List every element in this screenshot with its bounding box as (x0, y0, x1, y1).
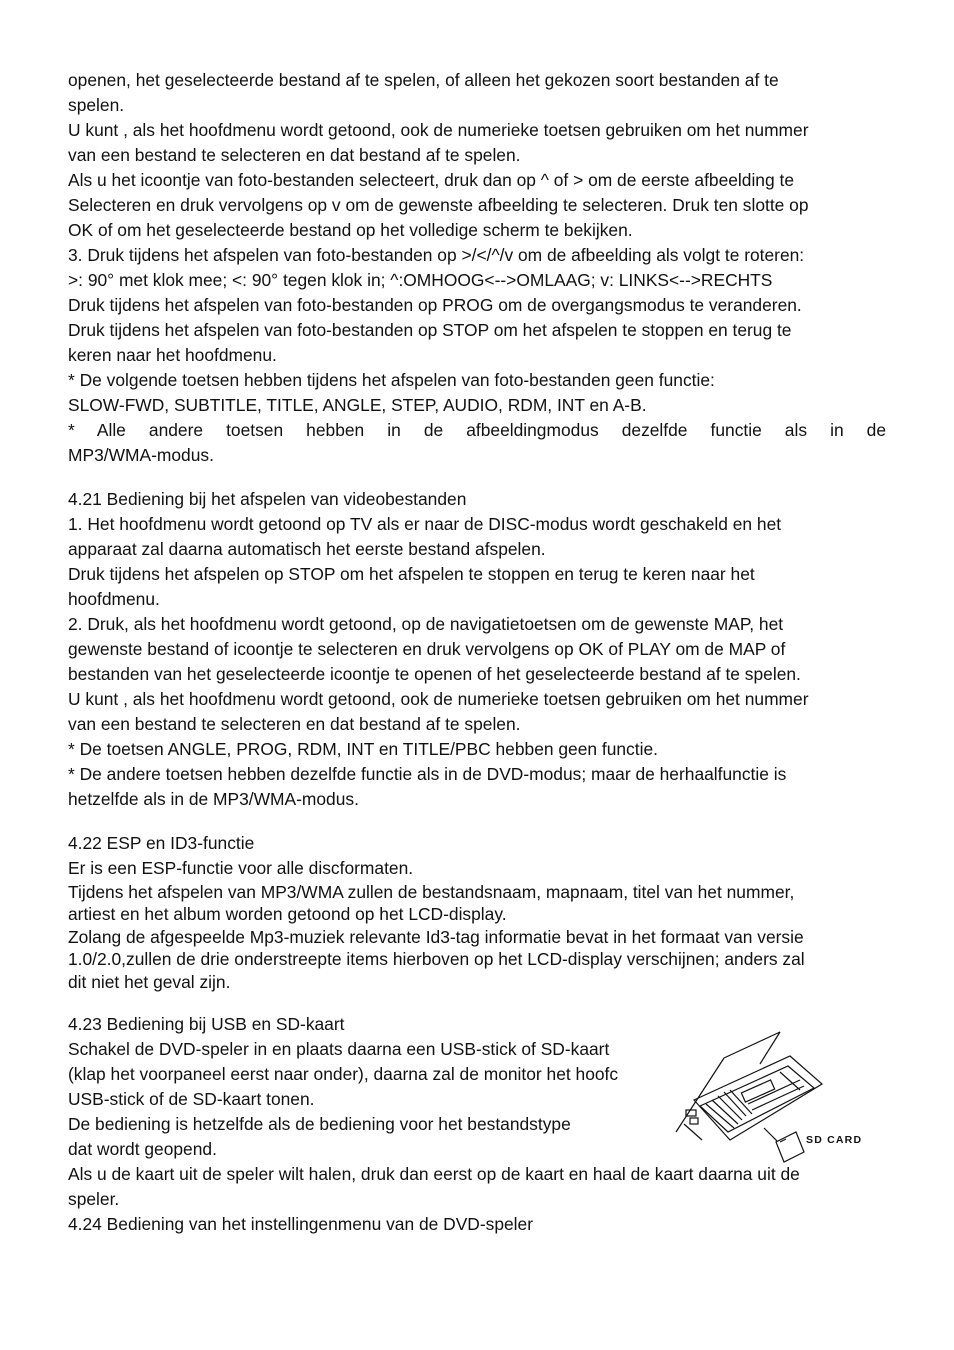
text-line: bestanden van het geselecteerde icoontje te openen of het geselecteerde bestand af te spelen. (68, 664, 801, 684)
text-line: Druk tijdens het afspelen van foto-bestanden op PROG om de overgangsmodus te veranderen. (68, 295, 802, 315)
text-line: Druk tijdens het afspelen van foto-bestanden op STOP om het afspelen te stoppen en terug te (68, 320, 792, 340)
text-line: * Alle andere toetsen hebben in de afbeeldingmodus dezelfde functie als in de (68, 420, 886, 440)
text-line: * De volgende toetsen hebben tijdens het afspelen van foto-bestanden geen functie: (68, 370, 715, 390)
text-line: Selecteren en druk vervolgens op v om de gewenste afbeelding te selecteren. Druk ten slotte op (68, 195, 809, 215)
text-line: MP3/WMA-modus. (68, 445, 214, 465)
section-heading: 4.24 Bediening van het instellingenmenu van de DVD-speler (68, 1214, 534, 1235)
text-line: >: 90° met klok mee; <: 90° tegen klok in; ^:OMHOOG<-->OMLAAG; v: LINKS<-->RECHTS (68, 270, 773, 290)
text-line: Als u de kaart uit de speler wilt halen, druk dan eerst op de kaart en haal de kaart daarna uit de (68, 1164, 800, 1185)
text-line: Zolang de afgespeelde Mp3-muziek relevante Id3-tag informatie bevat in het formaat van versie (68, 926, 804, 947)
text-line: speler. (68, 1189, 120, 1210)
text-line: Als u het icoontje van foto-bestanden selecteert, druk dan op ^ of > om de eerste afbeelding te (68, 170, 794, 190)
text-line: * De andere toetsen hebben dezelfde functie als in de DVD-modus; maar de herhaalfunctie is (68, 764, 787, 784)
section-heading: 4.23 Bediening bij USB en SD-kaart (68, 1014, 345, 1035)
text-line: apparaat zal daarna automatisch het eerste bestand afspelen. (68, 539, 546, 559)
sd-card-illustration (672, 1028, 872, 1168)
esp-id3-section (68, 831, 886, 993)
text-line: dat wordt geopend. (68, 1139, 217, 1160)
text-line: 2. Druk, als het hoofdmenu wordt getoond, op de navigatietoetsen om de gewenste MAP, het (68, 614, 784, 634)
text-line: SLOW-FWD, SUBTITLE, TITLE, ANGLE, STEP, AUDIO, RDM, INT en A-B. (68, 395, 647, 415)
text-line: Schakel de DVD-speler in en plaats daarna een USB-stick of SD-kaart (68, 1039, 610, 1060)
text-line: 3. Druk tijdens het afspelen van foto-bestanden op >/</^/v om de afbeelding als volgt te roteren: (68, 245, 805, 265)
text-line: 1.0/2.0,zullen de drie onderstreepte items hierboven op het LCD-display verschijnen; anders zal (68, 949, 805, 970)
text-line: U kunt , als het hoofdmenu wordt getoond, ook de numerieke toetsen gebruiken om het nummer (68, 689, 809, 709)
text-line: U kunt , als het hoofdmenu wordt getoond, ook de numerieke toetsen gebruiken om het nummer (68, 120, 809, 140)
text-line: openen, het geselecteerde bestand af te spelen, of alleen het gekozen soort bestanden af te (68, 70, 779, 90)
photo-playback-section (68, 68, 886, 468)
text-line: De bediening is hetzelfde als de bediening voor het bestandstype (68, 1114, 571, 1135)
text-line: 1. Het hoofdmenu wordt getoond op TV als er naar de DISC-modus wordt geschakeld en het (68, 514, 782, 534)
text-line: van een bestand te selecteren en dat bestand af te spelen. (68, 714, 521, 734)
section-heading: 4.22 ESP en ID3-functie (68, 833, 255, 853)
text-line: spelen. (68, 95, 125, 115)
text-line: Druk tijdens het afspelen op STOP om het afspelen te stoppen en terug te keren naar het (68, 564, 755, 584)
text-line: (klap het voorpaneel eerst naar onder), daarna zal de monitor het hoofc (68, 1064, 619, 1085)
text-line: dit niet het geval zijn. (68, 971, 231, 992)
text-line: hetzelfde als in de MP3/WMA-modus. (68, 789, 359, 809)
text-line: Tijdens het afspelen van MP3/WMA zullen de bestandsnaam, mapnaam, titel van het nummer, (68, 882, 795, 902)
text-line: gewenste bestand of icoontje te selecteren en druk vervolgens op OK of PLAY om de MAP of (68, 639, 786, 659)
section-heading: 4.21 Bediening bij het afspelen van videobestanden (68, 489, 467, 509)
sd-card-slot-icon (672, 1028, 872, 1168)
text-line: van een bestand te selecteren en dat bestand af te spelen. (68, 145, 521, 165)
video-playback-section (68, 487, 886, 812)
text-line: hoofdmenu. (68, 589, 160, 609)
text-line: keren naar het hoofdmenu. (68, 345, 277, 365)
text-line: Er is een ESP-functie voor alle discformaten. (68, 858, 414, 878)
text-line: * De toetsen ANGLE, PROG, RDM, INT en TITLE/PBC hebben geen functie. (68, 739, 658, 759)
sd-card-caption: SD CARD (806, 1134, 863, 1146)
text-line: USB-stick of de SD-kaart tonen. (68, 1089, 315, 1110)
text-line: artiest en het album worden getoond op het LCD-display. (68, 904, 507, 925)
text-line: OK of om het geselecteerde bestand op het volledige scherm te bekijken. (68, 220, 633, 240)
